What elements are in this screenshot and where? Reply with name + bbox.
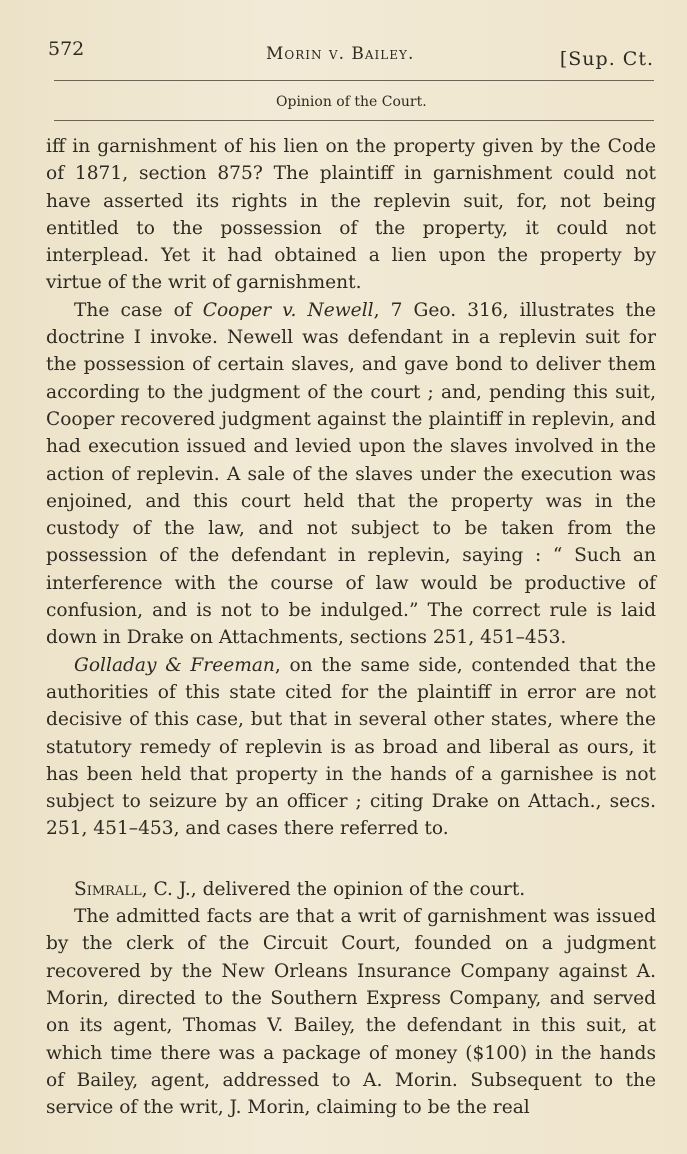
paragraph-counsel-argument	[46, 652, 656, 843]
section-gap	[46, 843, 656, 876]
case-title: Morin v. Bailey.	[266, 44, 415, 64]
paragraph-text: The case of	[74, 299, 203, 321]
paragraph-continuation: iff in garnishment of his lien on the property given by the Code of 1871, section 875? The plaintiff in garnishment could not have asserted its rights in the replevin suit, for, not being entitled to the possession of the property, it could not interplead. Yet it had obtained a lien upon the property by virtue of the writ of garnishment.	[46, 136, 656, 294]
page-number: 572	[48, 38, 85, 60]
subheader-rule	[54, 120, 654, 121]
case-citation: Cooper v. Newell	[202, 299, 374, 321]
section-subheader: Opinion of the Court.	[276, 94, 427, 110]
paragraph-cooper-case	[46, 297, 656, 652]
paragraph-facts: The admitted facts are that a writ of garnishment was issued by the clerk of the Circuit Court, founded on a judgment recovered by the New Orleans Insurance Company against A. Morin, directed to the Southern Express Company, and served on its agent, Thomas V. Bailey, the defendant in this suit, at which time there was a package of money ($100) in the hands of Bailey, agent, addressed to A. Morin. Subsequent to the service of the writ, J. Morin, claiming to be the real	[46, 906, 656, 1119]
court-label: [Sup. Ct.	[559, 48, 654, 70]
page-body	[46, 133, 656, 1121]
running-header	[44, 36, 656, 76]
judge-name: Simrall, C. J.	[74, 878, 191, 900]
paragraph-text: , delivered the opinion of the court.	[190, 878, 526, 900]
header-rule	[54, 80, 654, 81]
counsel-names: Golladay & Freeman	[74, 654, 275, 676]
paragraph-text: , on the same side, contended that the authorities of this state cited for the plaintiff in error are not decisive of this case, but that in several other states, where the statutory remedy of replevin is as broad and liberal as ours, it has been held that property in the hands of a garnishee is not subject to seizure by an officer ; citing Drake on Attach., secs. 251, 451–453, and cases there referred to.	[46, 654, 656, 840]
paragraph-opinion-intro	[46, 876, 656, 903]
paragraph-text: , 7 Geo. 316, illustrates the doctrine I invoke. Newell was defendant in a replevin suit for the possession of certain slaves, and gave bond to deliver them according to the judgment of the court ; and, pending this suit, Cooper recovered judgment against the plaintiff in replevin, and had execution issued and levied upon the slaves involved in the action of replevin. A sale of the slaves under the execution was enjoined, and this court held that the property was in the custody of the law, and not subject to be taken from the possession of the defendant in replevin, saying : “ Such an interference with the course of law would be productive of confusion, and is not to be indulged.” The correct rule is laid down in Drake on Attachments, sections 251, 451–453.	[46, 299, 657, 649]
